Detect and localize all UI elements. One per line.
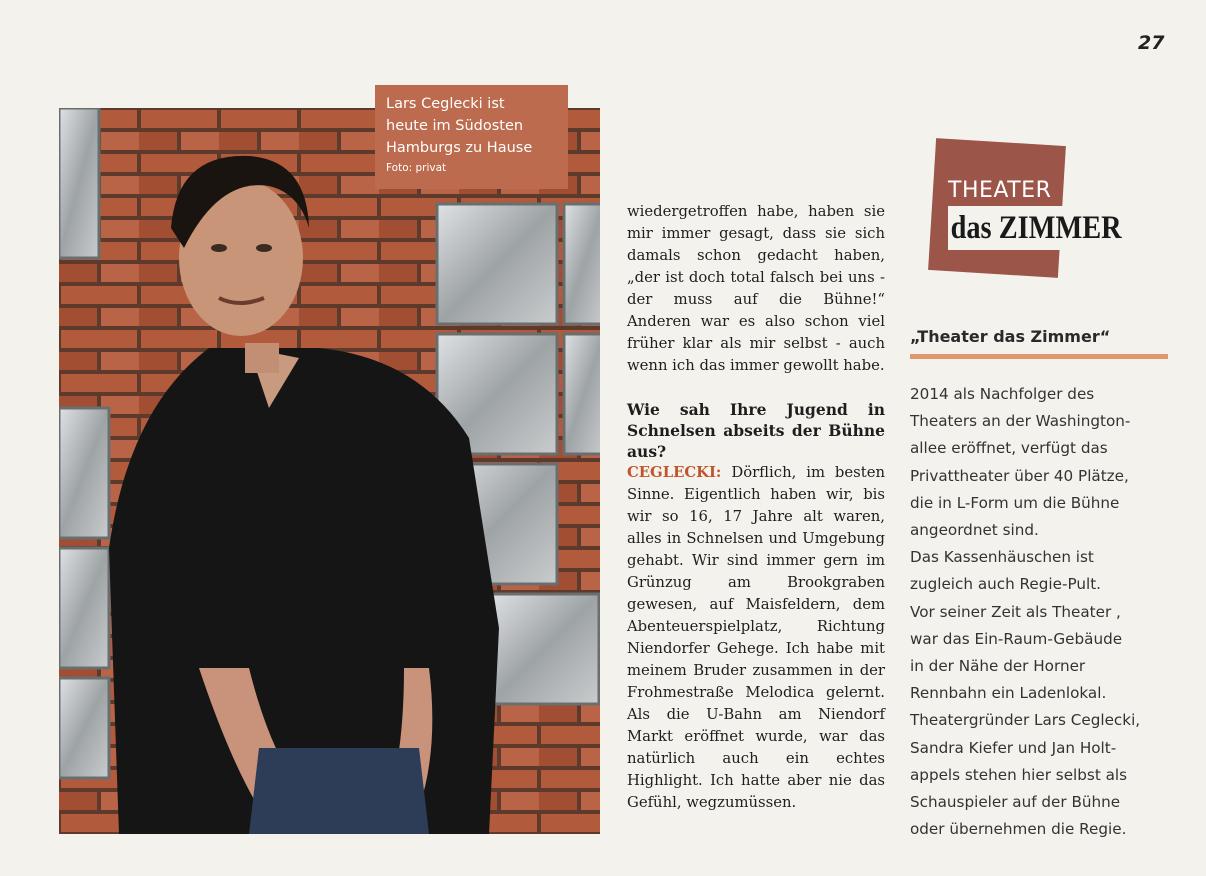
infobox-line: appels stehen hier selbst als <box>910 765 1128 784</box>
interview-question: Wie sah Ihre Jugend in Schnelsen abseits der Bühne aus? <box>627 400 885 461</box>
infobox-divider <box>910 354 1168 359</box>
photo-caption <box>375 85 568 189</box>
portrait-photo <box>59 108 600 834</box>
caption-line-3: Hamburgs zu Hause <box>386 140 533 156</box>
infobox-line: in der Nähe der Horner <box>910 657 1086 676</box>
interview-answer-paragraph <box>627 462 885 814</box>
photo-credit: Foto: privat <box>386 162 447 174</box>
logo-line-das-zimmer: das ZIMMER <box>948 206 1127 250</box>
infobox-title: „Theater das Zimmer“ <box>910 327 1111 346</box>
infobox-line: die in L-Form um die Bühne <box>910 493 1120 512</box>
interview-intro-paragraph: wiedergetroffen habe, haben sie mir immer gesagt, dass sie sich damals schon gedacht haben, „der ist doch total falsch bei uns - der muss auf die Bühne!“ Anderen war es also schon viel früher klar als mir selbst - auch wenn ich das immer gewollt habe. <box>627 203 885 374</box>
infobox-line: Sandra Kiefer und Jan Holt- <box>910 738 1117 757</box>
infobox-line: zugleich auch Regie-Pult. <box>910 575 1101 594</box>
infobox-line: Rennbahn ein Ladenlokal. <box>910 684 1107 703</box>
infobox-line: 2014 als Nachfolger des <box>910 385 1095 403</box>
page-number: 27 <box>1138 32 1165 54</box>
interview-column <box>627 201 885 814</box>
infobox-line: Schauspieler auf der Bühne <box>910 793 1121 812</box>
infobox-line: allee eröffnet, verfügt das <box>910 439 1108 458</box>
theater-logo <box>924 140 1150 285</box>
interview-answer: Dörflich, im besten Sinne. Eigentlich haben wir, bis wir so 16, 17 Jahre alt waren, alles in Schnelsen und Umgebung gehabt. Wir sind immer gern im Grünzug am Brookgraben gewesen, auf Maisfeldern, dem Abenteuerspielplatz, Richtung Niendorfer Gehege. Ich habe mit meinem Bruder zusammen in der Frohmestraße Melodica gelernt. Als die U-Bahn am Niendorf Markt eröffnet wurde, war das natürlich auch ein echtes Highlight. Ich hatte aber nie das Gefühl, wegzumüssen. <box>627 464 885 811</box>
infobox-text <box>910 381 1172 843</box>
infobox-line: Theatergründer Lars Ceglecki, <box>910 711 1141 730</box>
caption-line-2: heute im Südosten <box>386 118 524 134</box>
speaker-label: CEGLECKI: <box>627 464 722 481</box>
portrait-illustration <box>59 108 600 834</box>
infobox-line: Das Kassenhäuschen ist <box>910 548 1094 567</box>
infobox-line: Vor seiner Zeit als Theater , <box>910 602 1121 621</box>
infobox-line: Privattheater über 40 Plätze, <box>910 466 1129 485</box>
caption-line-1: Lars Ceglecki ist <box>386 96 505 112</box>
infobox-line: war das Ein-Raum-Gebäude <box>910 629 1123 648</box>
infobox-line: Theaters an der Washington- <box>910 412 1131 431</box>
logo-line-theater: THEATER <box>948 178 1052 203</box>
infobox-line: oder übernehmen die Regie. <box>910 820 1127 839</box>
infobox-line: angeordnet sind. <box>910 521 1039 540</box>
